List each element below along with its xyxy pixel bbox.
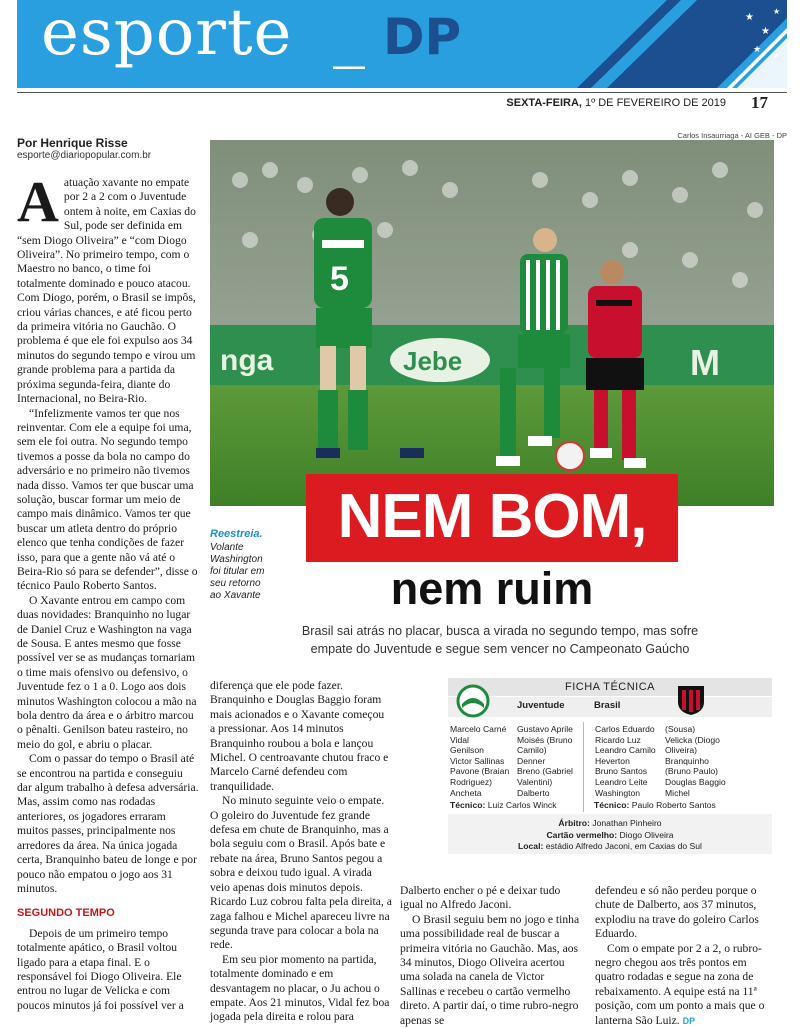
player-name: Pavone (Braian: [450, 766, 510, 777]
juventude-crest-icon: [456, 684, 490, 718]
player-name: Rodriguez): [450, 776, 493, 787]
player-name: Washington: [595, 787, 641, 798]
headline-deck: [300, 622, 700, 658]
paragraph: “Infelizmente vamos ter que nos reinventar. Com ele a equipe foi uma, sem ele foi outra. No segundo tempo tivemos a posse da bola no campo do adversário e no primeiro não tivemos nada disso. Vamos ter que buscar uma solução, buscar formar um meio de campo mais dinâmico. Vamos ter que buscar um atleta dentro do próprio elenco que tenha condições de fazer isso, para que a gente não vá até o Beira-Rio só para se defender”, disse o técnico Paulo Roberto Santos.: [17, 406, 198, 593]
team-name-home: Juventude: [517, 700, 565, 711]
headline-line-2: nem ruim: [390, 563, 594, 614]
header-rule: [17, 92, 787, 93]
section-title: esporte: [41, 0, 293, 70]
paragraph: Depois de um primeiro tempo totalmente apático, o Brasil voltou ligado para a etapa final. E o responsável foi Diogo Oliveira. Ele entrou no lugar de Velicka e com poucos minutos já foi possível ver a: [17, 926, 184, 1012]
headline-line-1: NEM BOM,: [337, 482, 647, 551]
article-column-4: [595, 884, 777, 1028]
coach-away: Técnico: Paulo Roberto Santos: [594, 800, 716, 810]
svg-text:★: ★: [761, 26, 770, 37]
section-title-underscore: _: [333, 0, 365, 70]
player-name: Oliveira): [665, 745, 697, 756]
player-name: Victor Sallinas: [450, 755, 505, 766]
paragraph: Dalberto encher o pé e deixar tudo igual no Alfredo Jaconi.: [400, 884, 561, 912]
paragraph: Em seu pior momento na partida, totalmente dominado e em desvantagem no placar, o Ju achou o empate. Aos 21 minutos, Vidal fez boa jogada pela direita e rolou para: [210, 952, 390, 1024]
player-name: Breno (Gabriel: [517, 766, 573, 777]
player-name: Ricardo Luz: [595, 734, 641, 745]
player-name: Moisés (Bruno: [517, 734, 573, 745]
coach-home: Técnico: Luiz Carlos Winck: [450, 800, 557, 810]
match-photo-illustration: [210, 140, 774, 506]
player-name: Carlos Eduardo: [595, 724, 655, 734]
article-column-1: [17, 169, 199, 1013]
fact-box-title: FICHA TÉCNICA: [564, 681, 656, 693]
player-name: (Sousa): [665, 724, 696, 734]
lineup-home-col-2: [517, 724, 573, 798]
player-name: Heverton: [595, 755, 630, 766]
paragraph: atuação xavante no empate por 2 a 2 com o Juventude ontem à noite, em Caxias do Sul, pode ser definida em “sem Diogo Oliveira” e “com Diogo Oliveira”. No primeiro tempo, com o Maestro no banco, o time foi totalmente dominado e pouco atacou. Com Diogo, porém, o Brasil se impôs, criou várias chances, e até ficou perto da primeira vitória no Gauchão. O problema é que ele foi expulso aos 34 minutos do segundo tempo e virou um grande problema para a partida da próxima segunda-feira, diante do Internacional, no Beira-Rio.: [17, 176, 196, 406]
player-name: Leandro Leite: [595, 776, 648, 787]
player-name: Marcelo Carné: [450, 724, 507, 734]
player-name: Denner: [517, 755, 546, 766]
svg-text:nga: nga: [220, 344, 274, 377]
player-name: Dalberto: [517, 787, 550, 798]
match-photo: [210, 140, 774, 506]
player-name: Michel: [665, 787, 690, 798]
lineup-home-col-1: [450, 724, 509, 798]
svg-text:Jebe: Jebe: [403, 346, 463, 376]
byline-email[interactable]: esporte@diariopopular.com.br: [17, 150, 152, 161]
byline-author: Por Henrique Risse: [17, 136, 128, 150]
deck-line: Brasil sai atrás no placar, busca a virada no segundo tempo, mas sofre: [301, 624, 699, 638]
paragraph: No minuto seguinte veio o empate. O goleiro do Juventude fez grande defesa em chute de Branquinho, mas a bola seguiu com o Brasil. Após bate e rebate na área, Bruno Santos pegou a sobra e deixou tudo igual. A virada veio apenas dois minutos depois. Ricardo Luz cobrou falta pela direita, a zaga falhou e Michel apareceu livre na segunda trave para colocar a bola na rede.: [210, 794, 392, 952]
page-number: 17: [751, 93, 768, 112]
svg-text:5: 5: [330, 260, 349, 298]
referee-line: Árbitro: Jonathan Pinheiro: [558, 818, 662, 828]
section-brand: DP: [383, 8, 462, 66]
photo-caption-title: Reestreia.: [210, 528, 263, 540]
player-name: Leandro Camilo: [595, 745, 656, 756]
svg-text:★: ★: [773, 7, 781, 16]
player-name: Vidal: [450, 734, 469, 745]
end-mark: DP: [682, 1015, 696, 1026]
player-name: Douglas Baggio: [665, 776, 726, 787]
svg-text:★: ★: [745, 12, 754, 23]
player-name: Ancheta: [450, 787, 482, 798]
player-name: Bruno Santos: [595, 766, 648, 777]
subhead: SEGUNDO TEMPO: [17, 907, 115, 920]
paragraph: diferença que ele pode fazer. Branquinho e Douglas Baggio foram mais acionados e o Xavante começou a pressionar. Aos 14 minutos Branquinho roubou a bola e lançou Michel. O centroavante chutou fraco e Marcelo Carné defendeu com tranquilidade.: [210, 679, 389, 793]
player-name: Velicka (Diogo: [665, 734, 720, 745]
player-name: Valentini): [517, 776, 553, 787]
player-name: (Bruno Paulo): [665, 766, 719, 777]
paragraph: O Brasil seguiu bem no jogo e tinha uma possibilidade real de buscar a primeira vitória no Gauchão. Mas, aos 34 minutos, Diogo Oliveira acertou uma solada na canela de Victor Sallinas e recebeu o cartão vermelho direto. A partir daí, o time rubro-negro apenas se: [400, 912, 580, 1027]
match-officials: [448, 818, 772, 853]
brasil-crest-icon: [676, 684, 706, 716]
edition-date: SEXTA-FEIRA, 1º DE FEVEREIRO DE 2019: [506, 97, 726, 109]
paragraph: Com o passar do tempo o Brasil até se encontrou na partida e conseguiu dar algum trabalho à defesa adversária. Mas, assim como nas rodadas anteriores, os jogadores erraram muitos passes, principalmente nos arredores da área. Na única jogada certa, Branquinho bateu de longe e por pouco não empatou o jogo aos 31 minutos.: [17, 752, 199, 895]
lineup-away-col-2: [665, 724, 726, 798]
svg-text:★: ★: [753, 45, 762, 55]
photo-caption-body: Volante Washington foi titular em seu retorno ao Xavante: [210, 542, 265, 601]
venue-line: Local: estádio Alfredo Jaconi, em Caxias do Sul: [518, 841, 702, 851]
player-name: Camilo): [517, 745, 547, 756]
photo-credit: Carlos Insaurriaga - AI GEB - DP: [677, 131, 787, 140]
banner-stripes-decoration: [577, 0, 787, 88]
article-column-2: [210, 679, 392, 1025]
team-name-away: Brasil: [594, 700, 621, 711]
drop-cap: A: [17, 169, 59, 234]
svg-text:★: ★: [773, 51, 781, 60]
paragraph: O Xavante entrou em campo com duas novidades: Branquinho no lugar de Daniel Cruz e Washington na vaga de Sousa. E antes mesmo que fosse possível ver se as mudanças tornariam o time mais ofensivo ou defensivo, o Juventude fez o 1 a 0. Logo aos dois minutos Washington colocou a mão na bola dentro da área e o árbitro marcou o pênalti. Genilson bateu rasteiro, no meio do gol, e abriu o placar.: [17, 593, 197, 751]
paragraph: defendeu e só não perdeu porque o chute de Dalberto, aos 37 minutos, explodiu na trave do goleiro Carlos Eduardo.: [595, 884, 759, 941]
player-name: Genilson: [450, 745, 484, 756]
lineup-divider: [583, 722, 584, 812]
player-name: Gustavo Aprile: [517, 724, 573, 734]
article-column-3: [400, 884, 582, 1028]
svg-text:M: M: [690, 342, 720, 383]
paragraph: Com o empate por 2 a 2, o rubro-negro chegou aos três pontos em quatro rodadas e segue na zona de rebaixamento. A equipe está na 11ª posição, com um ponto a mais que o lanterna São Luiz. DP: [595, 941, 765, 1027]
section-banner: [17, 0, 787, 88]
red-card-line: Cartão vermelho: Diogo Oliveira: [546, 829, 674, 840]
lineup-away-col-1: [595, 724, 656, 798]
deck-line: empate do Juventude e segue sem vencer no Campeonato Gaúcho: [310, 642, 690, 656]
player-name: Branquinho: [665, 755, 709, 766]
